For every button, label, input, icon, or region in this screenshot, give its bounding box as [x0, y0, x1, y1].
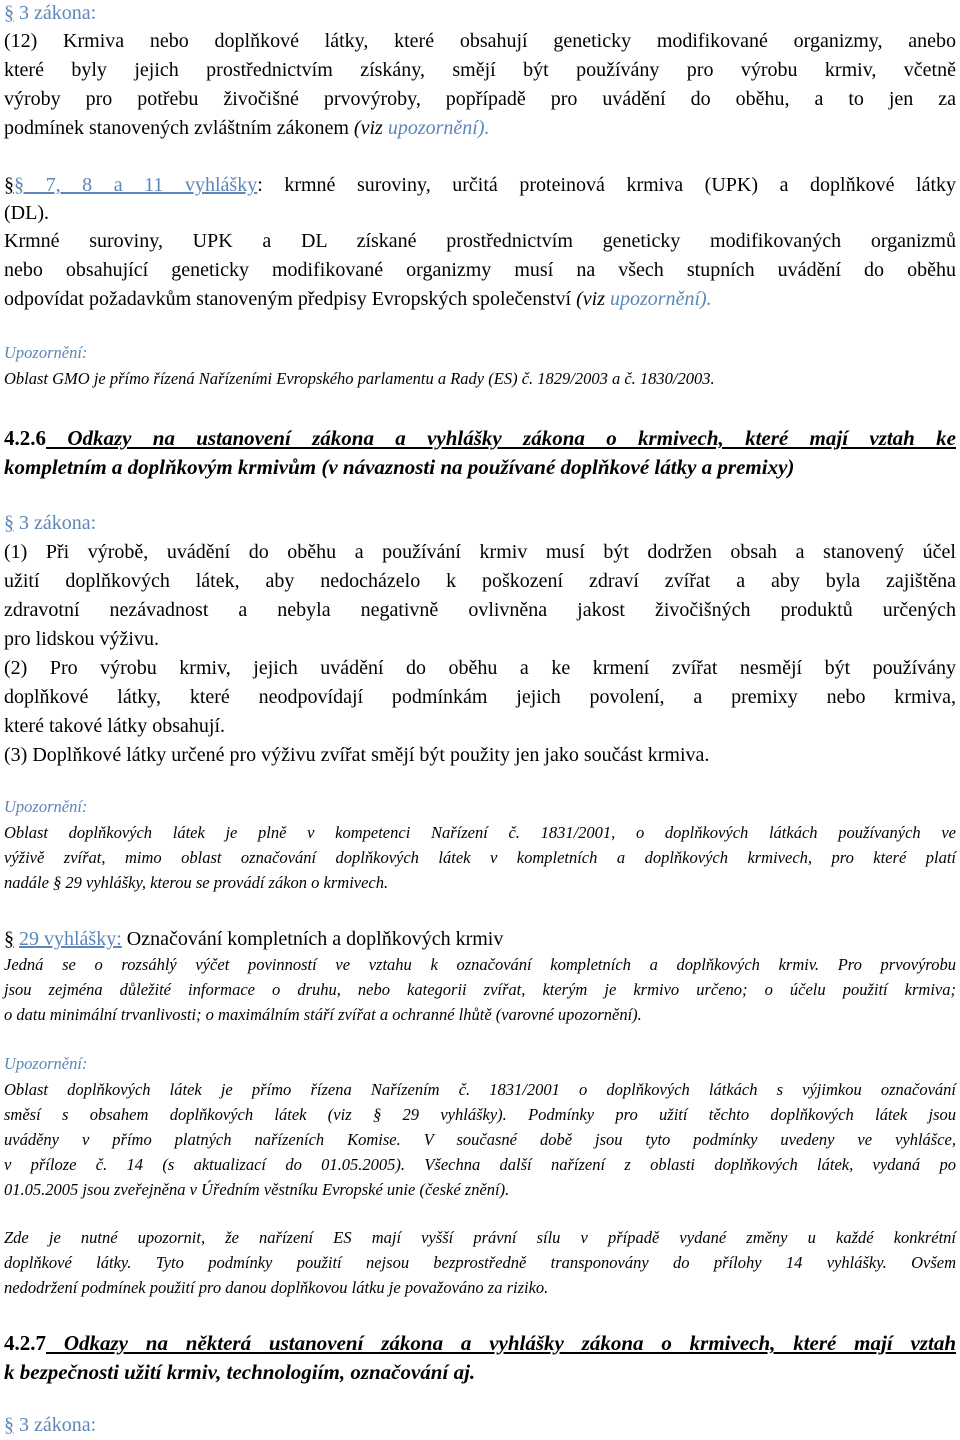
paragraph-line — [4, 286, 956, 312]
line-text: podmínek stanovených zvláštním zákonem — [4, 117, 349, 139]
paragraph-line: které takové látky obsahují. — [4, 715, 226, 737]
notice-link[interactable]: upozornění). — [610, 288, 712, 310]
notice-line: uváděny v přímo platných nařízeních Komise. V současné době jsou tyto podmínky uvedeny ve vyhlášce, — [4, 1130, 956, 1149]
paragraph-line: nebo obsahující geneticky modifikované organizmy musí na všech stupních uvádění do oběhu — [4, 259, 956, 281]
section-symbol: § — [4, 174, 14, 196]
heading-line: k bezpečnosti užití krmiv, technologiím, označování aj. — [4, 1360, 476, 1384]
section-29-heading — [4, 926, 956, 952]
section-ref-3-zakona[interactable] — [4, 1412, 956, 1438]
section-label: 3 zákona: — [19, 1414, 97, 1436]
see-text: (viz — [353, 117, 383, 139]
line-text: odpovídat požadavkům stanoveným předpisy Evropských společenství — [4, 288, 572, 310]
paragraph-line: (2) Pro výrobu krmiv, jejich uvádění do oběhu a ke krmení zvířat nesmějí být používány — [4, 657, 956, 679]
paragraph-line: Krmné suroviny, UPK a DL získané prostřednictvím geneticky modifikovaných organizmů — [4, 230, 956, 252]
paragraph-line: Jedná se o rozsáhlý výčet povinností ve vztahu k označování kompletních a doplňkových krmiv. Pro prvovýrobu — [4, 955, 956, 974]
heading-number: 4.2.7 — [4, 1331, 46, 1355]
notice-link[interactable]: upozornění). — [387, 117, 490, 139]
heading-text: Odkazy na ustanovení zákona a vyhlášky zákona o krmivech, které mají vztah ke — [46, 426, 956, 450]
section-ref-3-zakona[interactable] — [4, 510, 956, 536]
notice-label: Upozornění: — [4, 1054, 88, 1073]
line-text: : krmné suroviny, určitá proteinová krmiva (UPK) a doplňkové látky — [257, 174, 957, 196]
paragraph-line: které byly jejich prostřednictvím získány, smějí být používány pro výrobu krmiv, včetně — [4, 59, 956, 81]
notice-line: výživě zvířat, mimo oblast označování doplňkových látek v kompletních a doplňkových krmivech, pro které platí — [4, 848, 956, 867]
notice-line: Oblast doplňkových látek je přímo řízena Nařízením č. 1831/2001 o doplňkových látkách s výjimkou označování — [4, 1080, 956, 1099]
section-symbol: § — [4, 512, 14, 534]
paragraph-line: užití doplňkových látek, aby nedocházelo k poškození zdraví zvířat a aby byla zajištěna — [4, 570, 956, 592]
paragraph-line: pro lidskou výživu. — [4, 628, 159, 650]
section-symbol: § — [4, 1414, 14, 1436]
paragraph-line: (DL). — [4, 202, 49, 224]
paragraph-line: Zde je nutné upozornit, že nařízení ES mají vyšší právní sílu v případě vydané změny u každé konkrétní — [4, 1228, 956, 1247]
section-title: Označování kompletních a doplňkových krmiv — [121, 928, 504, 950]
heading-number: 4.2.6 — [4, 426, 46, 450]
see-text: (viz — [576, 288, 605, 310]
paragraph-line: (3) Doplňkové látky určené pro výživu zvířat smějí být použity jen jako součást krmiva. — [4, 744, 710, 766]
notice-label: Upozornění: — [4, 343, 88, 362]
paragraph-line: nedodržení podmínek použití pro danou doplňkovou látku je považováno za riziko. — [4, 1278, 549, 1297]
notice-text: Oblast GMO je přímo řízená Nařízeními Evropského parlamentu a Rady (ES) č. 1829/2003 a č. 1830/2003. — [4, 369, 715, 388]
heading-line: kompletním a doplňkovým krmivům (v návaznosti na používané doplňkové látky a premixy) — [4, 455, 795, 479]
paragraph-line — [4, 172, 956, 198]
heading-4-2-6 — [4, 424, 956, 452]
notice-line: Oblast doplňkových látek je plně v kompetenci Nařízení č. 1831/2001, o doplňkových látkách používaných ve — [4, 823, 956, 842]
section-ref-link[interactable]: § 7, 8 a 11 vyhlášky — [14, 174, 258, 196]
paragraph-line — [4, 115, 956, 141]
section-label: 3 zákona: — [19, 512, 97, 534]
paragraph-line: doplňkové látky. Tyto podmínky použití nejsou bezprostředně transponovány do přílohy 14 vyhlášky. Ovšem — [4, 1253, 956, 1272]
paragraph-line: zdravotní nezávadnost a nebyla negativně ovlivněna jakost živočišných produktů určených — [4, 599, 956, 621]
section-label: 3 zákona: — [19, 2, 97, 24]
paragraph-line: (12) Krmiva nebo doplňkové látky, které obsahují geneticky modifikované organizmy, anebo — [4, 30, 956, 52]
paragraph-line: jsou zejména důležité informace o druhu, nebo kategorii zvířat, kterým je krmivo určeno; o účelu použití krmiva; — [4, 980, 956, 999]
notice-line: 01.05.2005 jsou zveřejněna v Úředním věstníku Evropské unie (české znění). — [4, 1180, 510, 1199]
heading-text: Odkazy na některá ustanovení zákona a vyhlášky zákona o krmivech, které mají vztah — [46, 1331, 956, 1355]
section-symbol: § — [4, 2, 14, 24]
notice-line: v příloze č. 14 (s aktualizací do 01.05.2005). Všechna další nařízení z oblasti doplňkových látek, vydaná po — [4, 1155, 956, 1174]
notice-line: nadále § 29 vyhlášky, kterou se provádí zákon o krmivech. — [4, 873, 389, 892]
section-ref-3-zakona[interactable] — [4, 0, 956, 26]
section-symbol: § — [4, 928, 14, 950]
paragraph-line: o datu minimální trvanlivosti; o maximálním stáří zvířat a ochranné lhůtě (varovné upozornění). — [4, 1005, 642, 1024]
section-ref-link[interactable]: 29 vyhlášky: — [19, 928, 122, 950]
heading-4-2-7 — [4, 1329, 956, 1357]
paragraph-line: výroby pro potřebu živočišné prvovýroby, popřípadě pro uvádění do oběhu, a to jen za — [4, 88, 956, 110]
paragraph-line: (1) Při výrobě, uvádění do oběhu a používání krmiv musí být dodržen obsah a stanovený účel — [4, 541, 956, 563]
paragraph-line: doplňkové látky, které neodpovídají podmínkám jejich povolení, a premixy nebo krmiva, — [4, 686, 956, 708]
notice-label: Upozornění: — [4, 797, 88, 816]
notice-line: směsí s obsahem doplňkových látek (viz § 29 vyhlášky). Podmínky pro užití těchto doplňkových látek jsou — [4, 1105, 956, 1124]
